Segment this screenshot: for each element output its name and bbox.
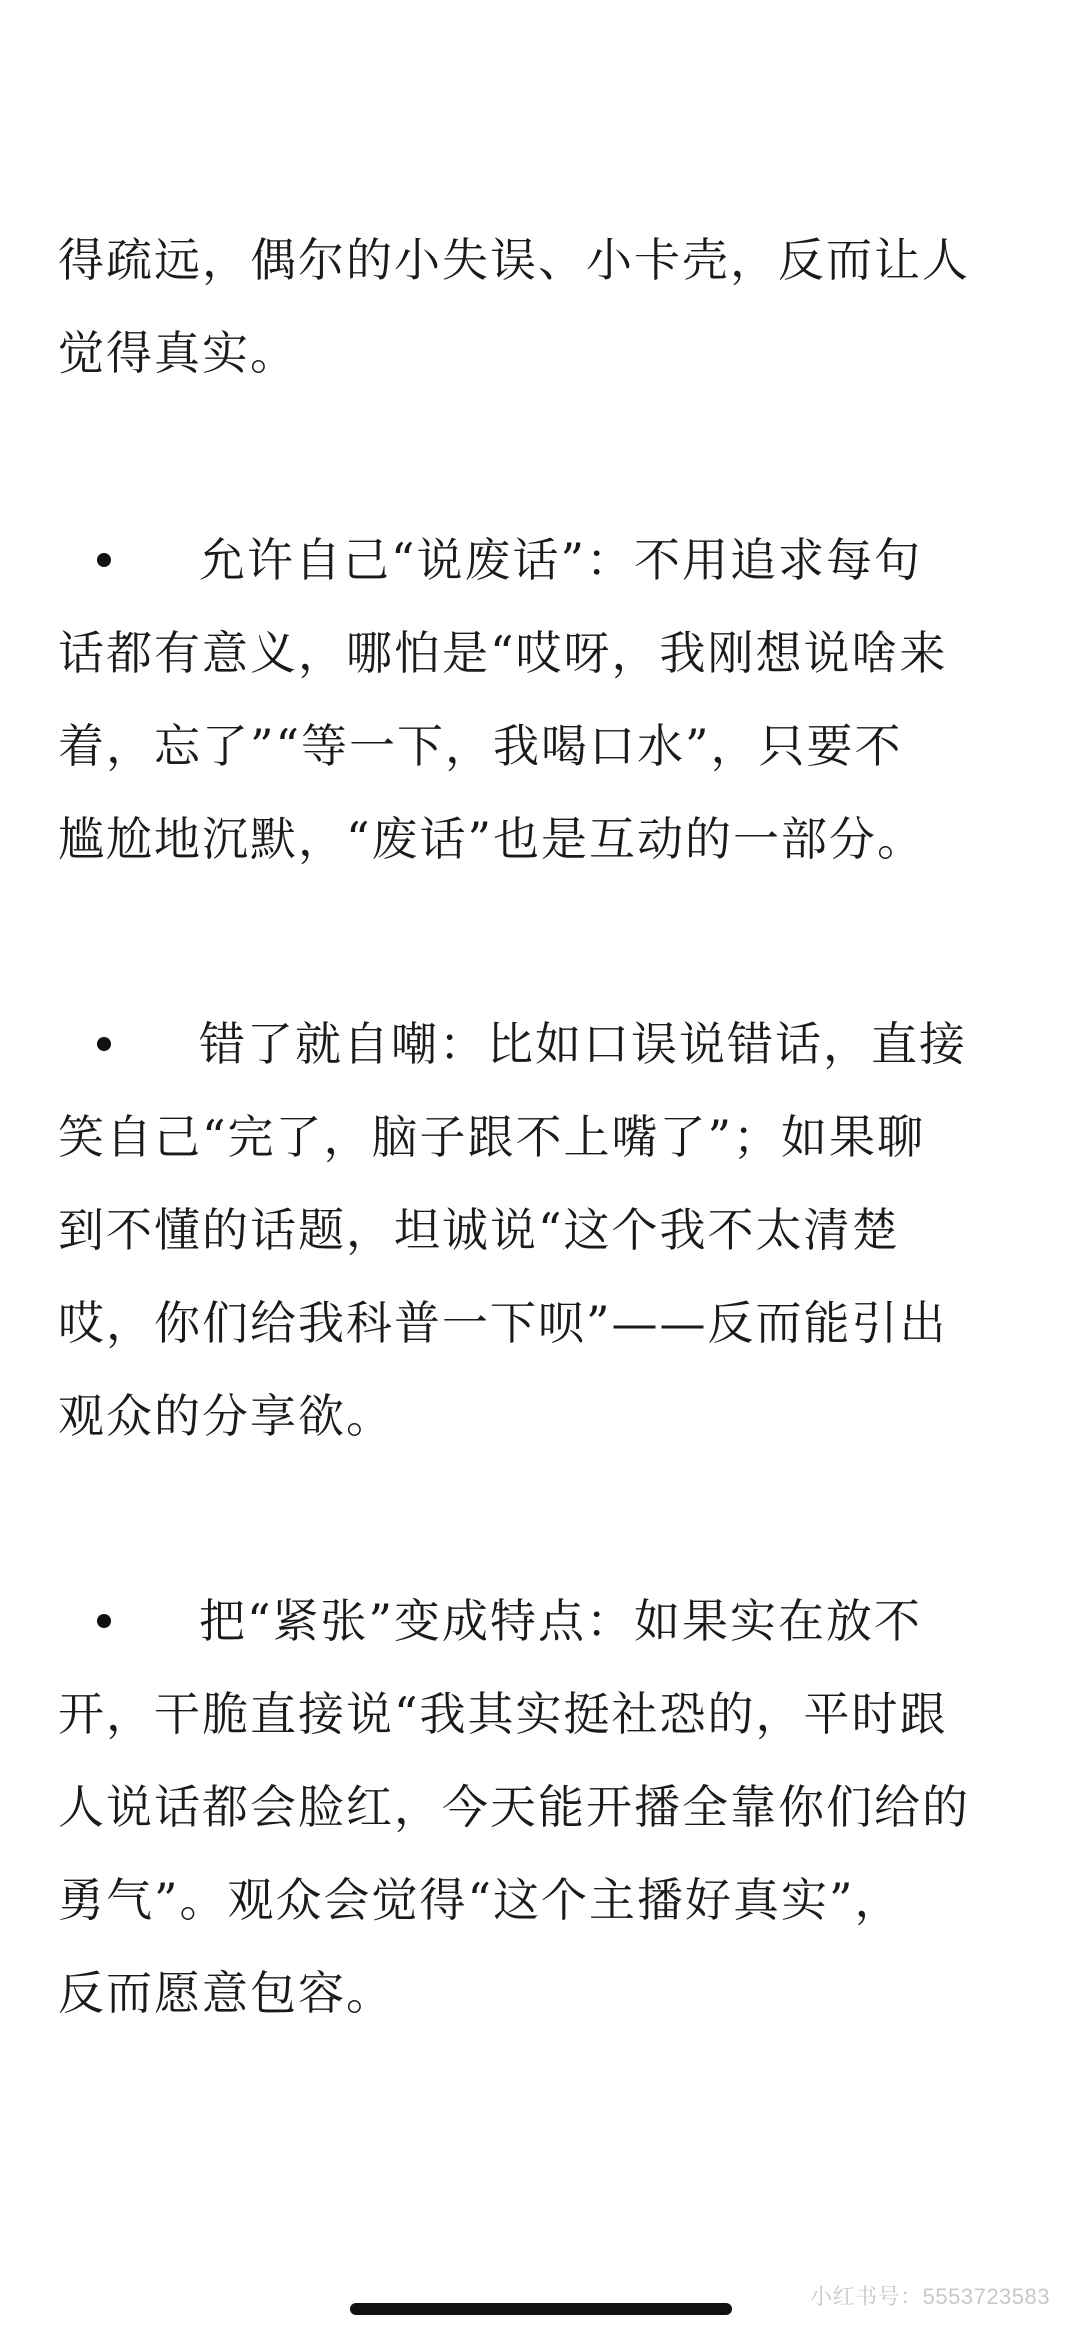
text-line: 觉得真实。: [58, 326, 298, 380]
bullet-icon: [97, 1037, 111, 1051]
text-line: 得疏远，偶尔的小失误、小卡壳，反而让人: [58, 233, 970, 287]
text-line: [58, 1575, 1028, 1668]
bullet-item-allow-small-talk: [58, 514, 1028, 886]
text-line: 着，忘了”“等一下，我喝口水”，只要不: [58, 719, 903, 773]
text-line: [58, 514, 1028, 607]
bullet-heading-text: 把“紧张”变成特点：如果实在放不: [199, 1594, 923, 1648]
watermark: 小红书号：5553723583: [810, 2284, 1050, 2309]
home-indicator[interactable]: [350, 2303, 732, 2315]
text-line: 人说话都会脸红，今天能开播全靠你们给的: [58, 1780, 970, 1834]
text-line: 尴尬地沉默，“废话”也是互动的一部分。: [58, 812, 926, 866]
text-line: 观众的分享欲。: [58, 1389, 394, 1443]
text-line: [58, 998, 1028, 1091]
text-line: 笑自己“完了，脑子跟不上嘴了”；如果聊: [58, 1110, 926, 1164]
bullet-heading-text: 允许自己“说废话”：不用追求每句: [199, 533, 923, 587]
text-line: 勇气”。观众会觉得“这个主播好真实”，: [58, 1873, 903, 1927]
bullet-heading-text: 错了就自嘲：比如口误说错话，直接: [199, 1017, 967, 1071]
text-line: 话都有意义，哪怕是“哎呀，我刚想说啥来: [58, 626, 948, 680]
bullet-icon: [97, 553, 111, 567]
bullet-item-self-mockery: [58, 998, 1028, 1463]
text-line: 开，干脆直接说“我其实挺社恐的，平时跟: [58, 1687, 948, 1741]
text-line: 哎，你们给我科普一下呗”——反而能引出: [58, 1296, 948, 1350]
text-line: 反而愿意包容。: [58, 1966, 394, 2020]
intro-paragraph: [58, 214, 1028, 400]
text-line: 到不懂的话题，坦诚说“这个我不太清楚: [58, 1203, 900, 1257]
bullet-icon: [97, 1614, 111, 1628]
bullet-item-nervousness-as-trait: [58, 1575, 1028, 2040]
